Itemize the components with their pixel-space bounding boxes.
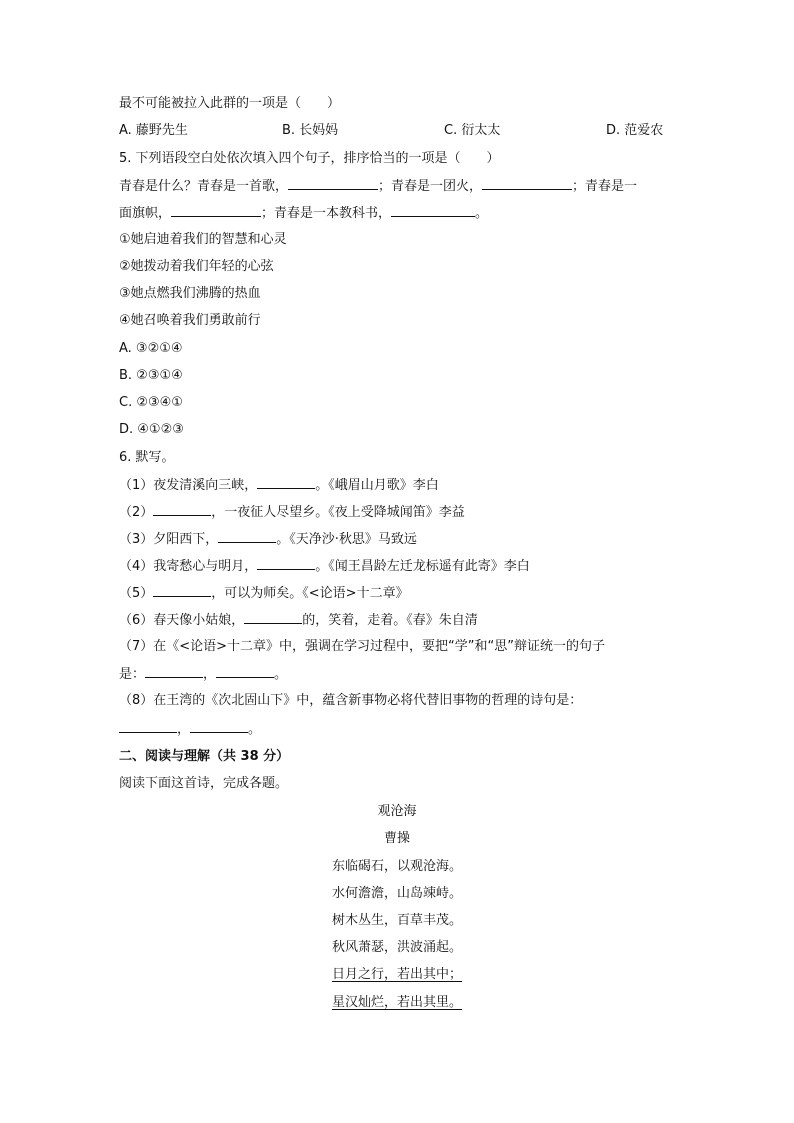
q6-text: ， [203, 667, 217, 682]
section-heading-text: 二、阅读与理解（共 38 分） [119, 749, 290, 764]
q5-option-d: D. ④①②③ [119, 422, 184, 437]
q6-text: （1）夜发清溪向三峡， [119, 478, 258, 493]
answer-blank[interactable] [257, 476, 315, 489]
q6-text: 。《天净沙·秋思》马致远 [276, 532, 417, 547]
answer-blank[interactable] [119, 720, 177, 733]
q5-text: 面旗帜， [119, 206, 172, 221]
q6-text: 。《峨眉山月歌》李白 [315, 478, 439, 493]
answer-blank[interactable] [190, 720, 248, 733]
q5-option-b: B. ②③①④ [119, 368, 183, 383]
answer-blank[interactable] [153, 503, 211, 516]
answer-blank[interactable] [153, 584, 211, 597]
q6-text: 。 [248, 722, 262, 737]
q6-item-1 [119, 476, 439, 495]
answer-blank[interactable] [288, 177, 378, 190]
q6-item-7-line2 [119, 665, 287, 684]
q6-text: ，可以为师矣。《<论语>十二章》 [211, 586, 409, 601]
answer-blank[interactable] [244, 611, 302, 624]
q5-sentence-3: ③她点燃我们沸腾的热血 [119, 286, 261, 301]
poem-line-text: 日月之行，若出其中； [331, 967, 462, 982]
answer-blank[interactable] [145, 665, 203, 678]
section-heading [119, 748, 289, 766]
q5-sentence-2: ②她拨动着我们年轻的心弦 [119, 259, 274, 274]
q6-item-8-line2 [119, 720, 261, 739]
q5-stem: 5. 下列语段空白处依次填入四个句子，排序恰当的一项是（ ） [119, 151, 500, 166]
answer-blank[interactable] [216, 665, 274, 678]
poem-line: 水何澹澹，山岛竦峙。 [331, 886, 462, 901]
poem-author: 曹操 [383, 831, 410, 846]
poem-line: 秋风萧瑟，洪波涌起。 [331, 940, 462, 955]
answer-blank[interactable] [257, 557, 315, 570]
q6-text: （6）春天像小姑娘， [119, 613, 245, 628]
q6-item-4 [119, 557, 530, 576]
poem-title: 观沧海 [377, 804, 417, 819]
q6-item-6 [119, 611, 478, 630]
q4-option-c: C. 衍太太 [444, 123, 501, 138]
poem-line: 东临碣石，以观沧海。 [331, 859, 462, 874]
q5-text: ；青春是一团火， [378, 179, 483, 194]
answer-blank[interactable] [482, 177, 572, 190]
answer-blank[interactable] [171, 204, 261, 217]
q4-option-b: B. 长妈妈 [282, 123, 339, 138]
poem-line-underlined [0, 966, 794, 984]
poem-line: 树木丛生，百草丰茂。 [331, 913, 462, 928]
q6-stem: 6. 默写。 [119, 450, 175, 465]
section-instruction: 阅读下面这首诗，完成各题。 [119, 776, 289, 791]
answer-blank[interactable] [391, 204, 475, 217]
q6-item-5 [119, 584, 409, 603]
q6-item-2 [119, 503, 465, 522]
q6-text: （3）夕阳西下， [119, 532, 219, 547]
q6-text: （4）我寄愁心与明月， [119, 559, 258, 574]
q5-sentence-4: ④她召唤着我们勇敢前行 [119, 313, 261, 328]
q6-text: 是： [119, 667, 146, 682]
q5-text: 。 [475, 206, 489, 221]
q4-option-d: D. 范爱农 [606, 123, 664, 138]
q6-text: 的，笑着，走着。《春》朱自清 [302, 613, 478, 628]
q6-text: 。《闻王昌龄左迁龙标遥有此寄》李白 [315, 559, 530, 574]
q5-paragraph-line2 [119, 204, 488, 223]
q5-text: ；青春是一本教科书， [261, 206, 392, 221]
q5-text: 青春是什么？青春是一首歌， [119, 179, 289, 194]
q5-option-c: C. ②③④① [119, 395, 183, 410]
q5-sentence-1: ①她启迪着我们的智慧和心灵 [119, 232, 287, 247]
q6-text: ，一夜征人尽望乡。《夜上受降城闻笛》李益 [211, 505, 465, 520]
q6-text: ， [177, 722, 191, 737]
q6-item-3 [119, 530, 417, 549]
q6-text: （2） [119, 505, 154, 520]
poem-line-underlined [0, 994, 794, 1012]
q6-text: 。 [274, 667, 288, 682]
q5-text: ；青春是一 [572, 179, 638, 194]
poem-line-text: 星汉灿烂，若出其里。 [331, 995, 462, 1010]
q5-option-a: A. ③②①④ [119, 341, 183, 356]
q4-stem: 最不可能被拉入此群的一项是（ ） [119, 96, 341, 111]
q5-paragraph-line1 [119, 177, 637, 196]
q6-item-7-line1: （7）在《<论语>十二章》中，强调在学习过程中，要把“学”和“思”辩证统一的句子 [119, 639, 605, 654]
q6-item-8-line1: （8）在王湾的《次北固山下》中，蕴含新事物必将代替旧事物的哲理的诗句是： [119, 693, 583, 708]
q6-text: （5） [119, 586, 154, 601]
q4-option-a: A. 藤野先生 [119, 123, 188, 138]
answer-blank[interactable] [218, 530, 276, 543]
